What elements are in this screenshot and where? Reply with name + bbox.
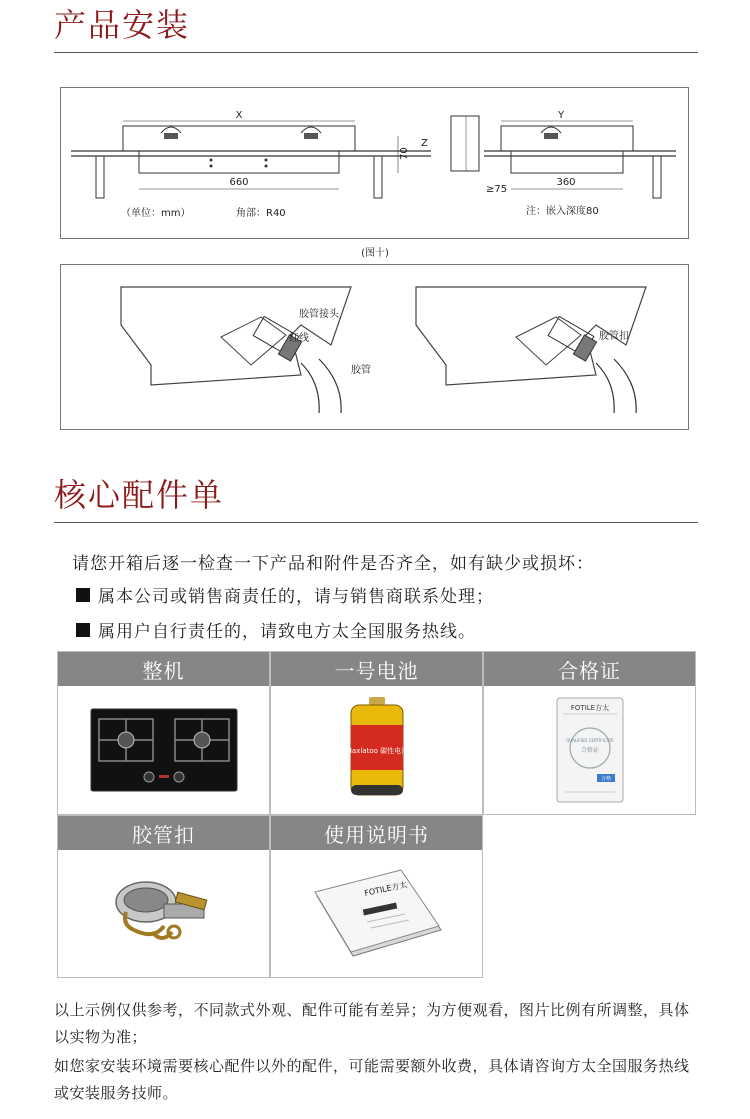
bullet-text: 属用户自行责任的，请致电方太全国服务热线。 <box>98 622 476 642</box>
accessory-name: 一号电池 <box>271 652 482 686</box>
dim-x-label: X <box>235 110 243 121</box>
bullet-item <box>76 582 494 607</box>
dim-70-label: 70 <box>399 147 410 160</box>
manual-brand-text: FOTILE方太 <box>363 879 408 898</box>
bullet-square-icon <box>76 623 90 637</box>
install-title-divider <box>54 52 698 53</box>
accessory-cell-manual <box>270 815 483 978</box>
hose-clamp-image <box>58 850 269 977</box>
accessory-cell-battery <box>270 651 483 815</box>
extra-accessories-note: 如您家安装环境需要核心配件以外的配件，可能需要额外收费，具体请咨询方太全国服务热线或安装服务技师。 <box>54 1057 690 1102</box>
dim-660-label: 660 <box>229 177 249 188</box>
accessories-intro: 请您开箱后逐一检查一下产品和附件是否齐全，如有缺少或损坏： <box>72 554 594 574</box>
accessory-name: 使用说明书 <box>271 816 482 850</box>
disclaimer-note: 以上示例仅供参考，不同款式外观、配件可能有差异；为方便观看，图片比例有所调整，具体以实物为准； <box>54 1001 690 1046</box>
certificate-tag: 合格 <box>600 776 611 782</box>
accessory-cell-certificate <box>483 651 696 815</box>
hose-connector-label: 胶管接头 <box>299 309 339 320</box>
hose-connection-drawing <box>60 264 689 430</box>
figure-caption: (图十) <box>361 248 389 259</box>
certificate-stamp-cn: 合格证 <box>580 747 599 754</box>
corner-radius-label: 角部：R40 <box>236 208 286 219</box>
bullet-square-icon <box>76 588 90 602</box>
hose-label: 胶管 <box>351 365 371 376</box>
accessories-title-divider <box>54 522 698 523</box>
user-manual-image <box>271 850 482 977</box>
accessory-name: 合格证 <box>484 652 695 686</box>
bullet-text: 属本公司或销售商责任的，请与销售商联系处理； <box>98 587 494 607</box>
accessory-name: 胶管扣 <box>58 816 269 850</box>
red-line-label: 红线 <box>289 333 309 344</box>
embed-depth-note: 注：嵌入深度80 <box>526 206 599 217</box>
installation-dimension-drawing <box>60 87 689 239</box>
accessory-cell-hob <box>57 651 270 815</box>
bullet-item <box>76 617 476 642</box>
certificate-stamp-en: QUALIFIED CERTIFICATE <box>565 738 614 743</box>
dim-y-label: Y <box>557 110 565 121</box>
dim-360-label: 360 <box>556 177 576 188</box>
gas-hob-image <box>58 686 269 814</box>
d-battery-image <box>271 686 482 814</box>
install-section-title: 产品安装 <box>54 6 191 44</box>
accessory-cell-hose-clamp <box>57 815 270 978</box>
dim-z-label: Z <box>421 138 428 149</box>
dim-ge75-label: ≥75 <box>486 184 508 195</box>
battery-brand-text: Maxlatoo 碳性电池 <box>345 747 408 755</box>
certificate-brand-text: FOTILE方太 <box>570 704 609 712</box>
unit-label: （单位：mm） <box>121 208 191 219</box>
accessory-name: 整机 <box>58 652 269 686</box>
hose-clamp-label: 胶管扣 <box>599 331 629 342</box>
accessories-section-title: 核心配件单 <box>54 476 225 514</box>
certificate-image <box>484 686 695 814</box>
